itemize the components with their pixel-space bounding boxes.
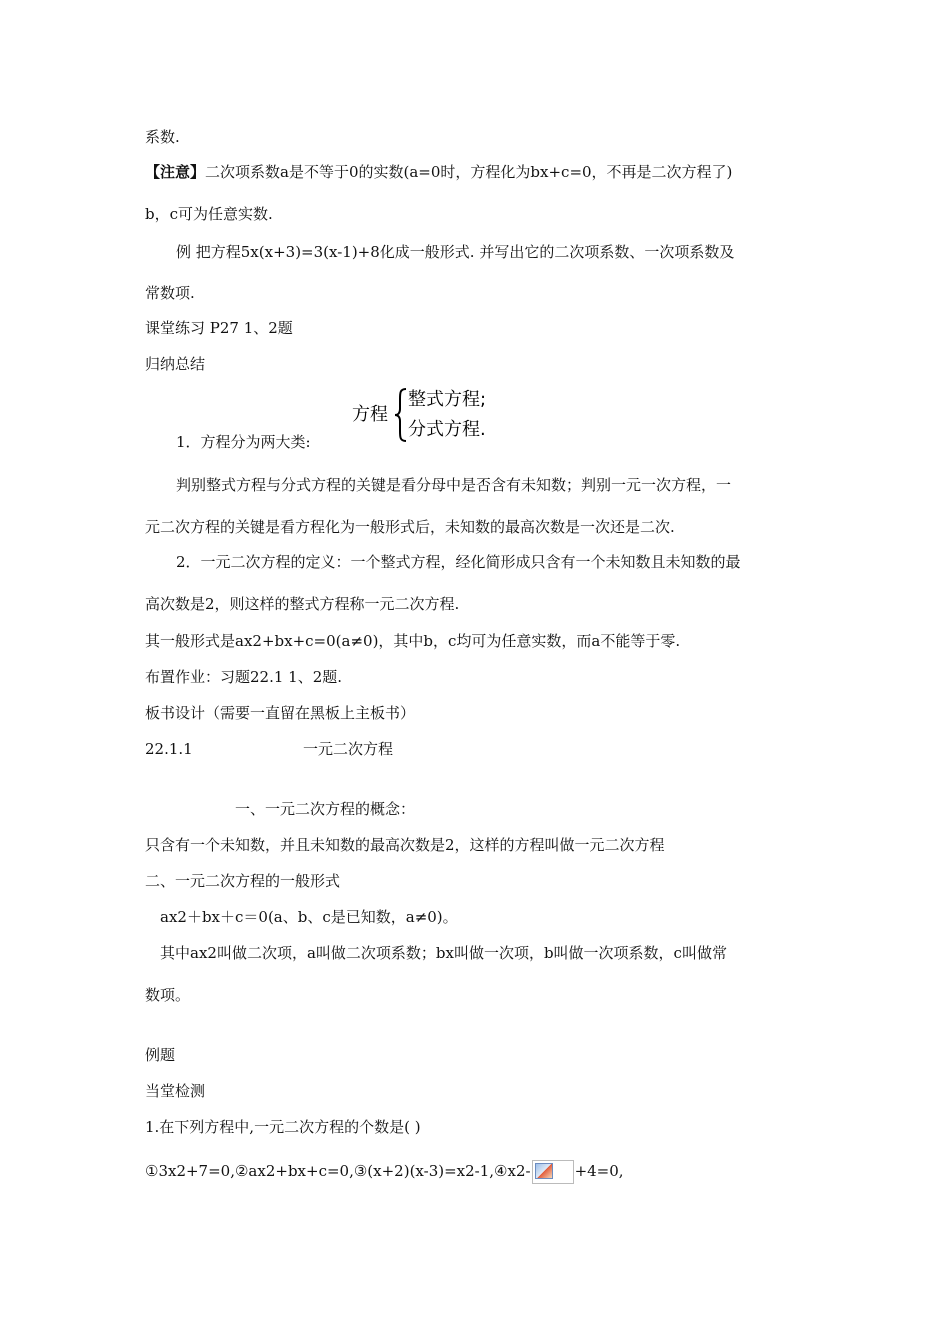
- board-title: 一元二次方程: [303, 740, 394, 758]
- equation-classification-diagram: [352, 387, 502, 443]
- text-line: 判别整式方程与分式方程的关键是看分母中是否含有未知数；判别一元一次方程，一: [176, 476, 732, 494]
- board-section-number: 22.1.1: [145, 740, 193, 758]
- diagram-root-label: 方程: [352, 404, 388, 425]
- numbered-item: 1．方程分为两大类:: [176, 433, 311, 451]
- broken-image-icon: [532, 1160, 574, 1184]
- note-text: 二次项系数a是不等于0的实数(a=0时，方程化为bx+c=0，不再是二次方程了): [205, 163, 733, 181]
- diagram-branch-fractional: 分式方程.: [408, 419, 486, 440]
- options-text: ①3x2+7=0,②ax2+bx+c=0,③(x+2)(x-3)=x2-1,④x2-: [145, 1162, 531, 1180]
- question-options-line: [145, 1160, 624, 1184]
- text-line: 高次数是2，则这样的整式方程称一元二次方程.: [145, 595, 460, 613]
- diagram-branch-integral: 整式方程;: [408, 389, 487, 410]
- question-line: 1.在下列方程中,一元二次方程的个数是( ): [145, 1118, 421, 1136]
- example-line: 例 把方程5x(x+3)=3(x-1)+8化成一般形式. 并写出它的二次项系数、一次项系数及: [176, 243, 735, 261]
- section-heading: 归纳总结: [145, 355, 206, 373]
- note-label: 【注意】: [145, 163, 206, 181]
- text-line: 系数.: [145, 128, 180, 146]
- text-line: 常数项.: [145, 284, 195, 302]
- text-line: 只含有一个未知数，并且未知数的最高次数是2，这样的方程叫做一元二次方程: [145, 836, 665, 854]
- text-line: b，c可为任意实数.: [145, 205, 273, 223]
- board-subheading: 二、一元二次方程的一般形式: [145, 872, 341, 890]
- image-placeholder-icon: [535, 1163, 553, 1179]
- numbered-item: 2．一元二次方程的定义：一个整式方程，经化简形成只含有一个未知数且未知数的最: [176, 553, 741, 571]
- text-line: 其一般形式是ax2+bx+c=0(a≠0)，其中b，c均可为任意实数，而a不能等于零.: [145, 632, 681, 650]
- section-heading: 例题: [145, 1046, 176, 1064]
- practice-line: 课堂练习 P27 1、2题: [145, 319, 293, 337]
- curly-brace-icon: [394, 387, 408, 443]
- homework-line: 布置作业：习题22.1 1、2题.: [145, 668, 343, 686]
- formula-line: ax2＋bx＋c＝0(a、b、c是已知数，a≠0)。: [160, 908, 458, 926]
- board-subheading: 一、一元二次方程的概念：: [235, 800, 416, 818]
- text-line: 元二次方程的关键是看方程化为一般形式后，未知数的最高次数是一次还是二次.: [145, 518, 675, 536]
- section-heading: 当堂检测: [145, 1082, 206, 1100]
- note-line: [145, 162, 732, 182]
- text-line: 其中ax2叫做二次项，a叫做二次项系数；bx叫做一次项，b叫做一次项系数，c叫做常: [160, 944, 727, 962]
- options-text-end: +4=0,: [574, 1162, 624, 1180]
- text-line: 数项。: [145, 986, 191, 1004]
- board-design-heading: 板书设计（需要一直留在黑板上主板书）: [145, 704, 416, 722]
